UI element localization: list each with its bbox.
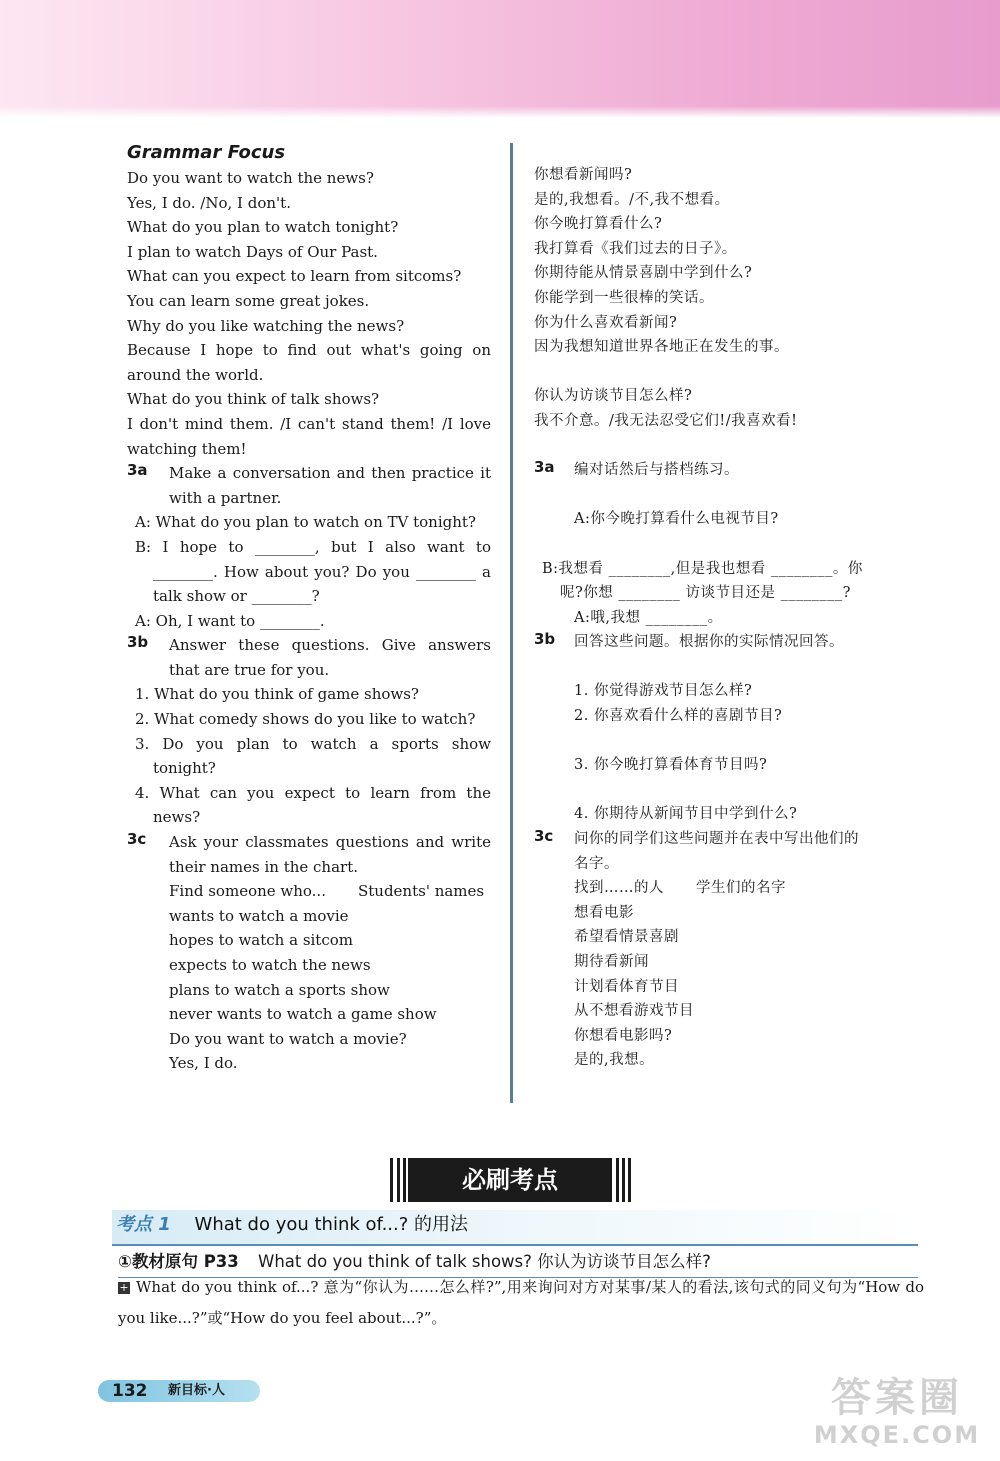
example-answer: 是的,我想。 xyxy=(574,1052,655,1069)
instruction: 回答这些问题。根据你的实际情况回答。 xyxy=(574,634,844,651)
kaodian-label: 考点 1 xyxy=(116,1214,171,1235)
kaodian-text: What do you think of...? 的用法 xyxy=(194,1214,469,1235)
exercise-number: 3b xyxy=(534,630,556,649)
question: 2. 你喜欢看什么样的喜剧节目? xyxy=(574,708,783,725)
question: 3. Do you plan to watch a sports show tonight? xyxy=(135,734,491,778)
decor-bar xyxy=(616,1158,619,1202)
chart-col-find: 找到……的人 xyxy=(574,880,664,897)
gf-en-line: What do you plan to watch tonight? xyxy=(127,218,399,237)
gf-en-line: Why do you like watching the news? xyxy=(127,316,405,335)
chart-row: 从不想看游戏节目 xyxy=(574,1003,694,1020)
decor-bar xyxy=(622,1158,625,1202)
dialogue-line: B:我想看 ________,但是我也想看 ________。你呢?你想 ________ 访谈节目还是 ________? xyxy=(542,560,863,602)
chart-row: expects to watch the news xyxy=(169,956,371,974)
exercise-number: 3c xyxy=(127,830,147,849)
question: 2. What comedy shows do you like to watch? xyxy=(135,710,476,729)
gf-en-line: Yes, I do. /No, I don't. xyxy=(127,193,291,212)
chart-row: wants to watch a movie xyxy=(169,906,349,925)
gf-zh-line: 你今晚打算看什么? xyxy=(534,216,663,233)
chart-row: plans to watch a sports show xyxy=(169,980,390,999)
dialogue-line: A:你今晚打算看什么电视节目? xyxy=(574,511,779,528)
example-question: Do you want to watch a movie? xyxy=(169,1029,407,1048)
chart-row: 期待看新闻 xyxy=(574,954,649,970)
book-name: 新目标·人 xyxy=(168,1383,225,1398)
chart-row: never wants to watch a game show xyxy=(169,1005,437,1024)
exercise-number: 3c xyxy=(534,827,554,846)
gf-en-line: I don't mind them. /I can't stand them! /I love watching them! xyxy=(127,414,491,458)
explanation-text: What do you think of...? 意为“你认为……怎么样?”,用来询问对方对某事/某人的看法,该句式的同义句为“How do you like...?”或“How do you feel about...?”。 xyxy=(118,1278,924,1327)
gf-en-line: Because I hope to find out what's going on around the world. xyxy=(127,341,491,384)
english-column xyxy=(127,140,491,1076)
exercise-number: 3a xyxy=(534,458,555,477)
gf-zh-line: 你为什么喜欢看新闻? xyxy=(534,314,678,331)
kaodian-heading xyxy=(112,1210,918,1246)
gf-en-line: Do you want to watch the news? xyxy=(127,169,374,187)
chart-col-names: 学生们的名字 xyxy=(696,880,786,897)
gf-en-line: What do you think of talk shows? xyxy=(127,390,380,409)
instruction: 问你的同学们这些问题并在表中写出他们的名字。 xyxy=(574,831,859,872)
decor-bar xyxy=(397,1158,400,1202)
chart-header xyxy=(534,876,864,901)
section-header xyxy=(390,1158,630,1204)
dialogue-line: B: I hope to ________, but I also want to ________. How about you? Do you ________ a talk show or ________? xyxy=(135,537,491,606)
dialogue-line: A: Oh, I want to ________. xyxy=(135,611,325,630)
watermark-logo-text: 答案圈 xyxy=(831,1375,963,1421)
gf-zh-line: 我不介意。/我无法忍受它们!/我喜欢看! xyxy=(534,412,798,429)
question: 1. What do you think of game shows? xyxy=(135,685,419,704)
example-answer: Yes, I do. xyxy=(169,1054,238,1073)
exercise-3b-zh xyxy=(534,630,864,827)
question: 4. 你期待从新闻节目中学到什么? xyxy=(574,806,798,823)
question: 3. 你今晚打算看体育节目吗? xyxy=(574,757,768,774)
gf-zh-line: 因为我想知道世界各地正在发生的事。 xyxy=(534,339,789,356)
exercise-3a-zh xyxy=(534,458,864,630)
chart-row: 计划看体育节目 xyxy=(574,978,679,995)
exercise-3c-en xyxy=(127,830,491,1076)
exercise-3b-en xyxy=(127,633,491,830)
question: 4. What can you expect to learn from the news? xyxy=(135,783,491,827)
question: 1. 你觉得游戏节目怎么样? xyxy=(574,683,753,700)
plus-icon: + xyxy=(119,1281,129,1294)
instruction: 编对话然后与搭档练习。 xyxy=(574,462,739,479)
gf-en-line: What can you expect to learn from sitcoms? xyxy=(127,267,462,286)
gf-en-line: You can learn some great jokes. xyxy=(127,291,370,310)
exercise-number: 3a xyxy=(127,461,148,480)
exercise-3c-zh xyxy=(534,827,864,1073)
watermark-site: MXQE.COM xyxy=(813,1421,981,1449)
explanation xyxy=(118,1272,924,1334)
column-divider xyxy=(510,143,513,1103)
section-title: 必刷考点 xyxy=(408,1158,612,1202)
watermark-logo xyxy=(802,1375,992,1455)
decor-bar xyxy=(403,1158,406,1202)
gf-zh-line: 你认为访谈节目怎么样? xyxy=(534,388,693,405)
example-question: 你想看电影吗? xyxy=(574,1027,673,1044)
instruction: Answer these questions. Give answers that are true for you. xyxy=(169,636,491,679)
chart-row: hopes to watch a sitcom xyxy=(169,931,353,950)
chart-header xyxy=(127,879,491,904)
decor-bar xyxy=(390,1158,393,1202)
page-number: 132 xyxy=(112,1381,148,1401)
chart-col-names: Students' names xyxy=(357,882,485,901)
header-banner xyxy=(0,0,1000,118)
instruction: Ask your classmates questions and write their names in the chart. xyxy=(169,833,491,876)
chart-row: 想看电影 xyxy=(574,904,634,921)
chart-col-find: Find someone who... xyxy=(169,882,326,901)
page-footer xyxy=(98,1380,260,1402)
decor-bar xyxy=(628,1158,631,1202)
dialogue-line: A:哦,我想 ________。 xyxy=(574,609,723,626)
gf-zh-line: 你能学到一些很棒的笑话。 xyxy=(534,289,714,306)
gf-zh-line: 你想看新闻吗? xyxy=(534,167,633,183)
instruction: Make a conversation and then practice it with a partner. xyxy=(169,464,491,507)
chart-row: 希望看情景喜剧 xyxy=(574,929,679,946)
chinese-column xyxy=(534,163,864,1073)
gf-zh-line: 你期待能从情景喜剧中学到什么? xyxy=(534,265,753,282)
gf-zh-line: 我打算看《我们过去的日子》。 xyxy=(534,240,737,257)
gf-zh-line: 是的,我想看。/不,我不想看。 xyxy=(534,191,730,208)
exercise-number: 3b xyxy=(127,633,149,652)
dialogue-line: A: What do you plan to watch on TV tonight? xyxy=(135,513,476,532)
grammar-focus-title: Grammar Focus xyxy=(127,142,286,163)
exercise-3a-en xyxy=(127,461,491,633)
gf-en-line: I plan to watch Days of Our Past. xyxy=(127,242,378,261)
orig-sentence: What do you think of talk shows? 你认为访谈节目怎么样? xyxy=(258,1252,711,1271)
orig-label: ①教材原句 P33 xyxy=(118,1252,239,1271)
